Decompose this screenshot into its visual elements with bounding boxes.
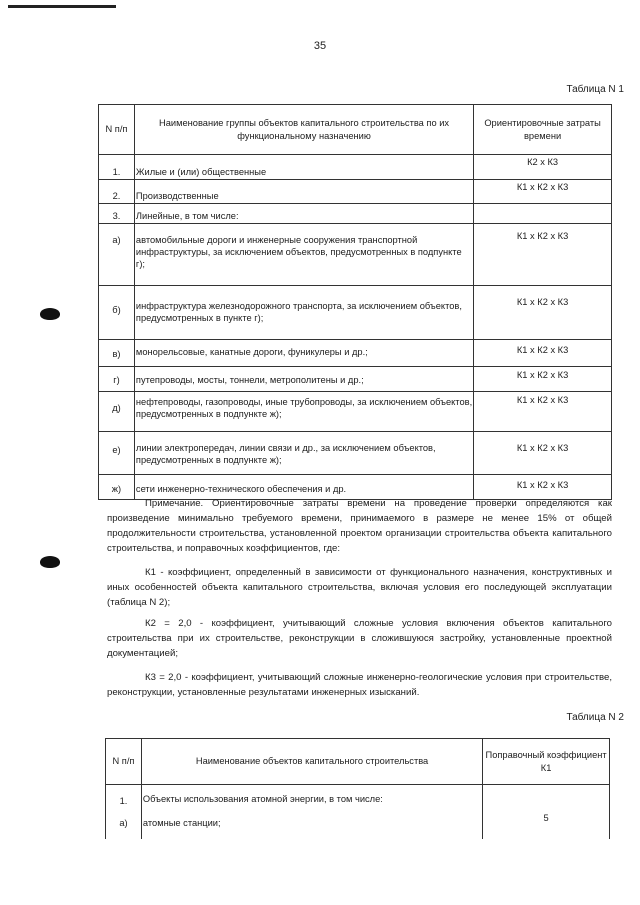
table-row bbox=[99, 155, 612, 180]
row-num: е) bbox=[99, 432, 135, 475]
row-value: К1 х К2 х К3 bbox=[474, 475, 612, 500]
table-row bbox=[99, 286, 612, 340]
row-num: б) bbox=[99, 286, 135, 340]
row-num: д) bbox=[99, 392, 135, 432]
table-row bbox=[106, 785, 610, 809]
table1-header-row bbox=[99, 105, 612, 155]
row-name: сети инженерно-технического обеспечения и др. bbox=[134, 475, 473, 500]
page-number: 35 bbox=[313, 40, 327, 52]
table-row bbox=[99, 367, 612, 392]
row-name: Производственные bbox=[134, 180, 473, 204]
row-num: г) bbox=[99, 367, 135, 392]
row-name: Линейные, в том числе: bbox=[134, 204, 473, 224]
row-value: К1 х К2 х К3 bbox=[474, 432, 612, 475]
row-name: инфраструктура железнодорожного транспорта, за исключением объектов, предусмотренных в пункте г); bbox=[134, 286, 473, 340]
row-name: атомные станции; bbox=[141, 809, 482, 839]
note-k2: К2 = 2,0 - коэффициент, учитывающий сложные условия включения объектов капитального строительства при их строительстве, реконструкции в сложившуюся застройку, установленные проектной документацией; bbox=[107, 618, 612, 659]
header-value: Поправочный коэффициент К1 bbox=[483, 739, 610, 785]
table-row bbox=[99, 340, 612, 367]
table2-caption: Таблица N 2 bbox=[566, 712, 624, 723]
row-value: К2 х К3 bbox=[474, 155, 612, 180]
row-value: К1 х К2 х К3 bbox=[474, 286, 612, 340]
punch-hole-mark bbox=[40, 556, 60, 568]
table-row bbox=[99, 392, 612, 432]
row-num: 1. bbox=[106, 785, 142, 809]
row-num: а) bbox=[99, 224, 135, 286]
table1 bbox=[98, 104, 612, 500]
header-num: N п/п bbox=[99, 105, 135, 155]
header-num: N п/п bbox=[106, 739, 142, 785]
scan-edge-mark bbox=[8, 5, 116, 8]
row-name: Жилые и (или) общественные bbox=[134, 155, 473, 180]
row-name: монорельсовые, канатные дороги, фуникулеры и др.; bbox=[134, 340, 473, 367]
header-name: Наименование объектов капитального строительства bbox=[141, 739, 482, 785]
row-value: К1 х К2 х К3 bbox=[474, 367, 612, 392]
row-name: Объекты использования атомной энергии, в том числе: bbox=[141, 785, 482, 809]
row-num: в) bbox=[99, 340, 135, 367]
table-row bbox=[99, 432, 612, 475]
row-value: К1 х К2 х К3 bbox=[474, 224, 612, 286]
row-value: К1 х К2 х К3 bbox=[474, 340, 612, 367]
table2 bbox=[105, 738, 610, 839]
row-num: ж) bbox=[99, 475, 135, 500]
table-row bbox=[99, 224, 612, 286]
row-value: К1 х К2 х К3 bbox=[474, 392, 612, 432]
table-row bbox=[99, 475, 612, 500]
table-row bbox=[99, 204, 612, 224]
row-num: 2. bbox=[99, 180, 135, 204]
header-name: Наименование группы объектов капитального строительства по их функциональному назначению bbox=[134, 105, 473, 155]
table-row bbox=[99, 180, 612, 204]
table1-caption: Таблица N 1 bbox=[566, 84, 624, 95]
row-name: линии электропередач, линии связи и др., за исключением объектов, предусмотренных в подпункте ж); bbox=[134, 432, 473, 475]
coefficient-value: 5 bbox=[483, 785, 610, 839]
note-k1: К1 - коэффициент, определенный в зависимости от функционального назначения, конструктивных и иных особенностей объекта капитального строительства, включая условия его последующей эксплуатации (таблица N 2); bbox=[107, 567, 612, 608]
note-paragraph: Примечание. Ориентировочные затраты времени на проведение проверки определяются как произведение минимально требуемого времени, принимаемого в размере не менее 15% от общей продолжительности строительства, установленной проектом организации строительства объекта капитального строительства, и поправочных коэффициентов, где: bbox=[107, 498, 612, 554]
row-value bbox=[474, 204, 612, 224]
punch-hole-mark bbox=[40, 308, 60, 320]
row-name: путепроводы, мосты, тоннели, метрополитены и др.; bbox=[134, 367, 473, 392]
row-name: автомобильные дороги и инженерные сооружения транспортной инфраструктуры, за исключением объектов, предусмотренных в подпункте г); bbox=[134, 224, 473, 286]
row-num: 1. bbox=[99, 155, 135, 180]
table2-header-row bbox=[106, 739, 610, 785]
row-num: а) bbox=[106, 809, 142, 839]
note-k3: К3 = 2,0 - коэффициент, учитывающий сложные инженерно-геологические условия при строительстве, реконструкции, установленные результатами инженерных изысканий. bbox=[107, 672, 612, 698]
row-name: нефтепроводы, газопроводы, иные трубопроводы, за исключением объектов, предусмотренных в подпункте ж); bbox=[134, 392, 473, 432]
header-value: Ориентировочные затраты времени bbox=[474, 105, 612, 155]
row-num: 3. bbox=[99, 204, 135, 224]
row-value: К1 х К2 х К3 bbox=[474, 180, 612, 204]
